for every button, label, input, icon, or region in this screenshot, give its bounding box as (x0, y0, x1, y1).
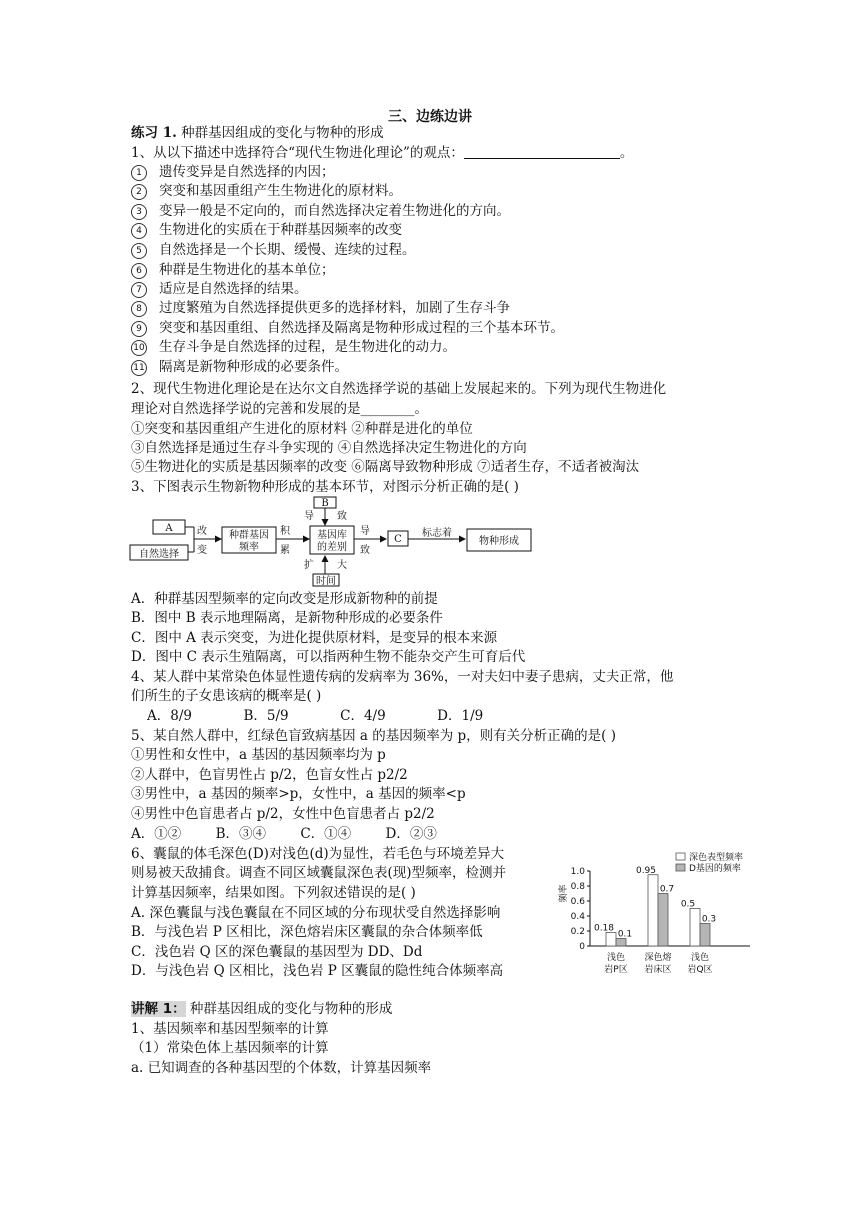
q5-item-3: ③男性中，a 基因的频率>p，女性中，a 基因的频率<p (131, 786, 466, 802)
item-number: 8 (131, 301, 147, 317)
bar-value-label: 0.1 (617, 929, 633, 940)
box-a-label: A (165, 523, 173, 534)
item-number: 1 (131, 165, 147, 181)
gene-pool-line-2: 的差别 (317, 542, 347, 553)
q4-line-1: 4、某人群中某常染色体显性遗传病的发病率为 36%，一对夫妇中妻子患病，丈夫正常，他 (131, 669, 674, 685)
item-text: 变异一般是不定向的，而自然选择决定着生物进化的方向。 (159, 203, 510, 219)
item-number: 4 (131, 223, 147, 239)
bar (690, 909, 700, 947)
explanation-topic: 种群基因组成的变化与物种的形成 (189, 1001, 393, 1017)
frequency-bar-chart (550, 848, 762, 984)
box-c-label: C (394, 534, 402, 545)
q1-item (131, 163, 335, 181)
q2-line-4: ③自然选择是通过生存斗争实现的 ④自然选择决定生物进化的方向 (131, 440, 527, 456)
y-tick-label: 0.6 (570, 897, 585, 907)
bar-value-label: 0.18 (593, 923, 615, 934)
x-tick-label: 深色熔 (644, 953, 672, 963)
y-axis-label: 频率 (559, 884, 569, 903)
bar (616, 939, 626, 947)
y-tick-label: 1.0 (570, 867, 585, 877)
gene-frequency-line-2: 频率 (239, 542, 259, 553)
gene-pool-line-1: 基因库 (317, 530, 347, 541)
bar (700, 924, 710, 947)
q5-item-1: ①男性和女性中，a 基因的基因频率均为 p (131, 747, 386, 763)
q3-option-c: C．图中 A 表示突变，为进化提供原材料，是变异的根本来源 (131, 630, 498, 646)
q5-item-2: ②人群中，色盲男性占 p/2，色盲女性占 p2/2 (131, 767, 408, 783)
q6-line-2: 则易被天敌捕食。调查不同区域囊鼠深色表(现)型频率，检测并 (131, 865, 507, 881)
item-text: 适应是自然选择的结果。 (159, 281, 308, 297)
bar-value-label: 0.7 (659, 884, 675, 895)
bar-value-label: 0.95 (635, 865, 657, 876)
legend-swatch (676, 864, 685, 871)
y-tick-label: 0 (579, 942, 585, 952)
q2-line-2: 理论对自然选择学说的完善和发展的是________。 (131, 401, 428, 417)
explanation-line-3: a. 已知调查的各种基因型的个体数，计算基因频率 (131, 1060, 432, 1076)
item-number: 10 (131, 340, 147, 356)
q1-item (131, 182, 402, 200)
q1-stem (131, 144, 633, 162)
q6-option-a: A. 深色囊鼠与浅色囊鼠在不同区域的分布现状受自然选择影响 (131, 905, 501, 921)
accumulate-char-1: 积 (280, 526, 290, 537)
q3-option-b: B．图中 B 表示地理隔离，是新物种形成的必要条件 (131, 610, 443, 626)
exercise-label: 练习 1. (131, 125, 177, 141)
q1-item (131, 338, 456, 356)
q5-options: A．①② B．③④ C．①④ D．②③ (131, 826, 437, 842)
explanation-line-2: （1）常染色体上基因频率的计算 (131, 1040, 329, 1056)
item-text: 遗传变异是自然选择的内因； (159, 164, 335, 180)
bar (658, 894, 668, 947)
explanation-label: 讲解 1： (131, 1001, 186, 1017)
item-text: 自然选择是一个长期、缓慢、连续的过程。 (159, 242, 416, 258)
item-text: 过度繁殖为自然选择提供更多的选择材料，加剧了生存斗争 (159, 300, 510, 316)
q1-item (131, 261, 335, 279)
q2-line-3: ①突变和基因重组产生进化的原材料 ②种群是进化的单位 (131, 421, 473, 437)
q2-line-5: ⑤生物进化的实质是基因频率的改变 ⑥隔离导致物种形成 ⑦适者生存，不适者被淘汰 (131, 459, 640, 475)
expand-char-1: 扩 (304, 560, 314, 571)
item-number: 5 (131, 243, 147, 259)
item-number: 6 (131, 263, 147, 279)
q1-item (131, 358, 348, 376)
explanation-line-1: 1、基因频率和基因型频率的计算 (131, 1021, 329, 1037)
item-number: 9 (131, 321, 147, 337)
item-text: 突变和基因重组产生生物进化的原材料。 (159, 183, 402, 199)
x-tick-label: 浅色 (690, 953, 710, 963)
gene-frequency-line-1: 种群基因 (229, 530, 269, 541)
q6-option-b: B．与浅色岩 P 区相比，深色熔岩床区囊鼠的杂合体频率低 (131, 924, 483, 940)
q1-stem-end: 。 (619, 145, 634, 161)
q6-line-3: 计算基因频率，结果如图。下列叙述错误的是( ) (131, 885, 416, 901)
time-label: 时间 (316, 576, 336, 587)
q3-option-d: D．图中 C 表示生殖隔离，可以指两种生物不能杂交产生可育后代 (131, 649, 526, 665)
bar (606, 933, 616, 947)
x-tick-label: 岩床区 (644, 965, 672, 975)
natural-selection-label: 自然选择 (139, 549, 179, 560)
x-tick-label: 岩P区 (604, 965, 628, 975)
x-tick-label: 岩Q区 (687, 965, 713, 975)
legend-label: 深色表型频率 (689, 853, 744, 863)
q1-item (131, 280, 308, 298)
q6-option-c: C．浅色岩 Q 区的深色囊鼠的基因型为 DD、Dd (131, 944, 423, 960)
q1-stem-text: 1、从以下描述中选择符合“现代生物进化理论”的观点： (131, 145, 464, 161)
speciation-diagram (128, 496, 548, 588)
item-text: 隔离是新物种形成的必要条件。 (159, 359, 348, 375)
lead-char-2: 致 (360, 545, 370, 556)
legend-swatch (676, 853, 685, 860)
q1-item (131, 299, 510, 317)
q5-item-4: ④男性中色盲患者占 p/2，女性中色盲患者占 p2/2 (131, 806, 435, 822)
item-number: 3 (131, 204, 147, 220)
exercise-1-heading (131, 124, 384, 142)
exercise-topic: 种群基因组成的变化与物种的形成 (181, 125, 384, 141)
q1-item (131, 319, 564, 337)
y-tick-label: 0.8 (570, 882, 585, 892)
item-text: 生物进化的实质在于种群基因频率的改变 (159, 222, 402, 238)
accumulate-char-2: 累 (280, 545, 290, 556)
x-tick-label: 浅色 (606, 953, 626, 963)
lead-char-1: 导 (360, 526, 370, 537)
q4-options: A．8/9 B．5/9 C．4/9 D．1/9 (147, 708, 484, 724)
bar-value-label: 0.5 (680, 899, 696, 910)
q6-option-d: D．与浅色岩 Q 区相比，浅色岩 P 区囊鼠的隐性纯合体频率高 (131, 963, 504, 979)
change-char-2: 变 (197, 545, 207, 556)
q3-stem: 3、下图表示生物新物种形成的基本环节，对图示分析正确的是( ) (131, 479, 519, 495)
change-char-1: 改 (197, 526, 207, 537)
explanation-heading (131, 1000, 392, 1018)
speciation-label: 物种形成 (479, 536, 519, 547)
y-tick-label: 0.2 (570, 927, 585, 937)
q1-item (131, 202, 510, 220)
expand-char-2: 大 (337, 560, 347, 571)
item-text: 生存斗争是自然选择的过程，是生物进化的动力。 (159, 339, 456, 355)
bar (648, 875, 658, 946)
item-number: 11 (131, 360, 147, 376)
q6-line-1: 6、囊鼠的体毛深色(D)对浅色(d)为显性，若毛色与环境差异大 (131, 846, 505, 862)
answer-blank[interactable] (464, 145, 620, 159)
q5-stem: 5、某自然人群中，红绿色盲致病基因 a 的基因频率为 p，则有关分析正确的是( ) (131, 728, 616, 744)
lead-top-char-1: 导 (304, 511, 314, 522)
q1-item (131, 221, 402, 239)
item-text: 种群是生物进化的基本单位； (159, 262, 335, 278)
bar-value-label: 0.3 (701, 914, 717, 925)
q3-option-a: A．种群基因型频率的定向改变是形成新物种的前提 (131, 591, 438, 607)
lead-top-char-2: 致 (337, 511, 347, 522)
q1-item (131, 241, 416, 259)
y-tick-label: 0.4 (570, 912, 585, 922)
item-number: 2 (131, 184, 147, 200)
marks-label: 标志着 (422, 528, 452, 539)
box-b-label: B (321, 498, 329, 509)
section-title: 三、边练边讲 (388, 109, 472, 125)
q2-line-1: 2、现代生物进化理论是在达尔文自然选择学说的基础上发展起来的。下列为现代生物进化 (131, 381, 667, 397)
item-text: 突变和基因重组、自然选择及隔离是物种形成过程的三个基本环节。 (159, 320, 564, 336)
item-number: 7 (131, 282, 147, 298)
q4-line-2: 们所生的子女患该病的概率是( ) (131, 688, 322, 704)
legend-label: D基因的频率 (689, 864, 741, 874)
